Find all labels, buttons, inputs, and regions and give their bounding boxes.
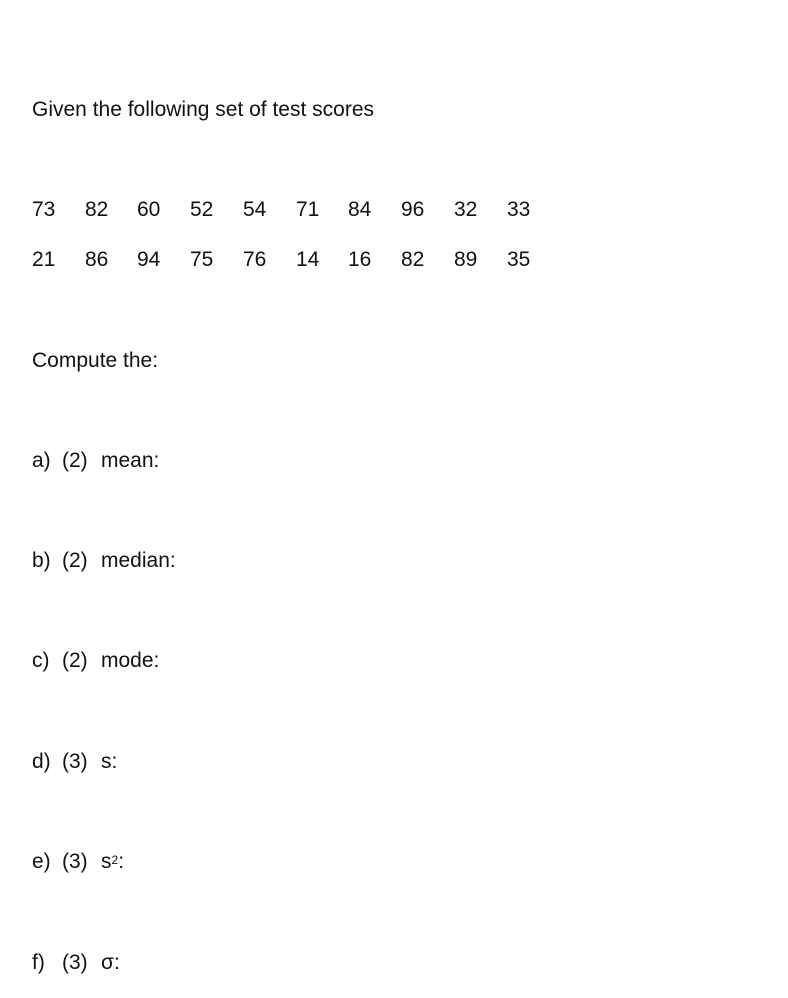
score-cell: 73 — [32, 198, 56, 221]
intro-text: Given the following set of test scores — [32, 98, 374, 121]
score-cell: 71 — [296, 198, 320, 221]
score-cell: 96 — [401, 198, 425, 221]
question-letter: c) — [32, 649, 50, 672]
score-cell: 76 — [243, 248, 267, 271]
variance-symbol: s — [101, 850, 112, 873]
compute-heading: Compute the: — [32, 349, 159, 372]
question-letter: f) — [32, 951, 45, 974]
question-letter: b) — [32, 549, 51, 572]
question-mode — [32, 649, 159, 673]
score-cell: 84 — [348, 198, 372, 221]
question-points: (3) — [62, 951, 88, 974]
score-cell: 89 — [454, 248, 478, 271]
score-cell: 33 — [507, 198, 531, 221]
score-cell: 54 — [243, 198, 267, 221]
question-label: mode: — [101, 649, 160, 672]
score-cell: 32 — [454, 198, 478, 221]
score-cell: 35 — [507, 248, 531, 271]
question-points: (3) — [62, 850, 88, 873]
question-median — [32, 549, 176, 573]
score-cell: 14 — [296, 248, 320, 271]
question-points: (2) — [62, 549, 88, 572]
score-cell: 94 — [137, 248, 161, 271]
score-cell: 16 — [348, 248, 372, 271]
score-cell: 75 — [190, 248, 214, 271]
label-colon: : — [118, 850, 125, 873]
question-mean — [32, 449, 159, 473]
question-variance — [32, 850, 124, 874]
question-label — [101, 850, 124, 874]
score-cell: 82 — [401, 248, 425, 271]
question-letter: e) — [32, 850, 51, 873]
score-cell: 52 — [190, 198, 214, 221]
question-letter: d) — [32, 750, 51, 773]
question-label: σ: — [101, 951, 120, 974]
question-population-std-dev — [32, 951, 120, 975]
score-cell: 60 — [137, 198, 161, 221]
question-letter: a) — [32, 449, 51, 472]
question-std-dev — [32, 750, 117, 774]
question-label: s: — [101, 750, 118, 773]
superscript-exponent: 2 — [111, 853, 119, 867]
question-points: (3) — [62, 750, 88, 773]
question-points: (2) — [62, 649, 88, 672]
score-cell: 86 — [85, 248, 109, 271]
score-cell: 82 — [85, 198, 109, 221]
score-cell: 21 — [32, 248, 56, 271]
question-points: (2) — [62, 449, 88, 472]
question-label: median: — [101, 549, 176, 572]
question-label: mean: — [101, 449, 160, 472]
